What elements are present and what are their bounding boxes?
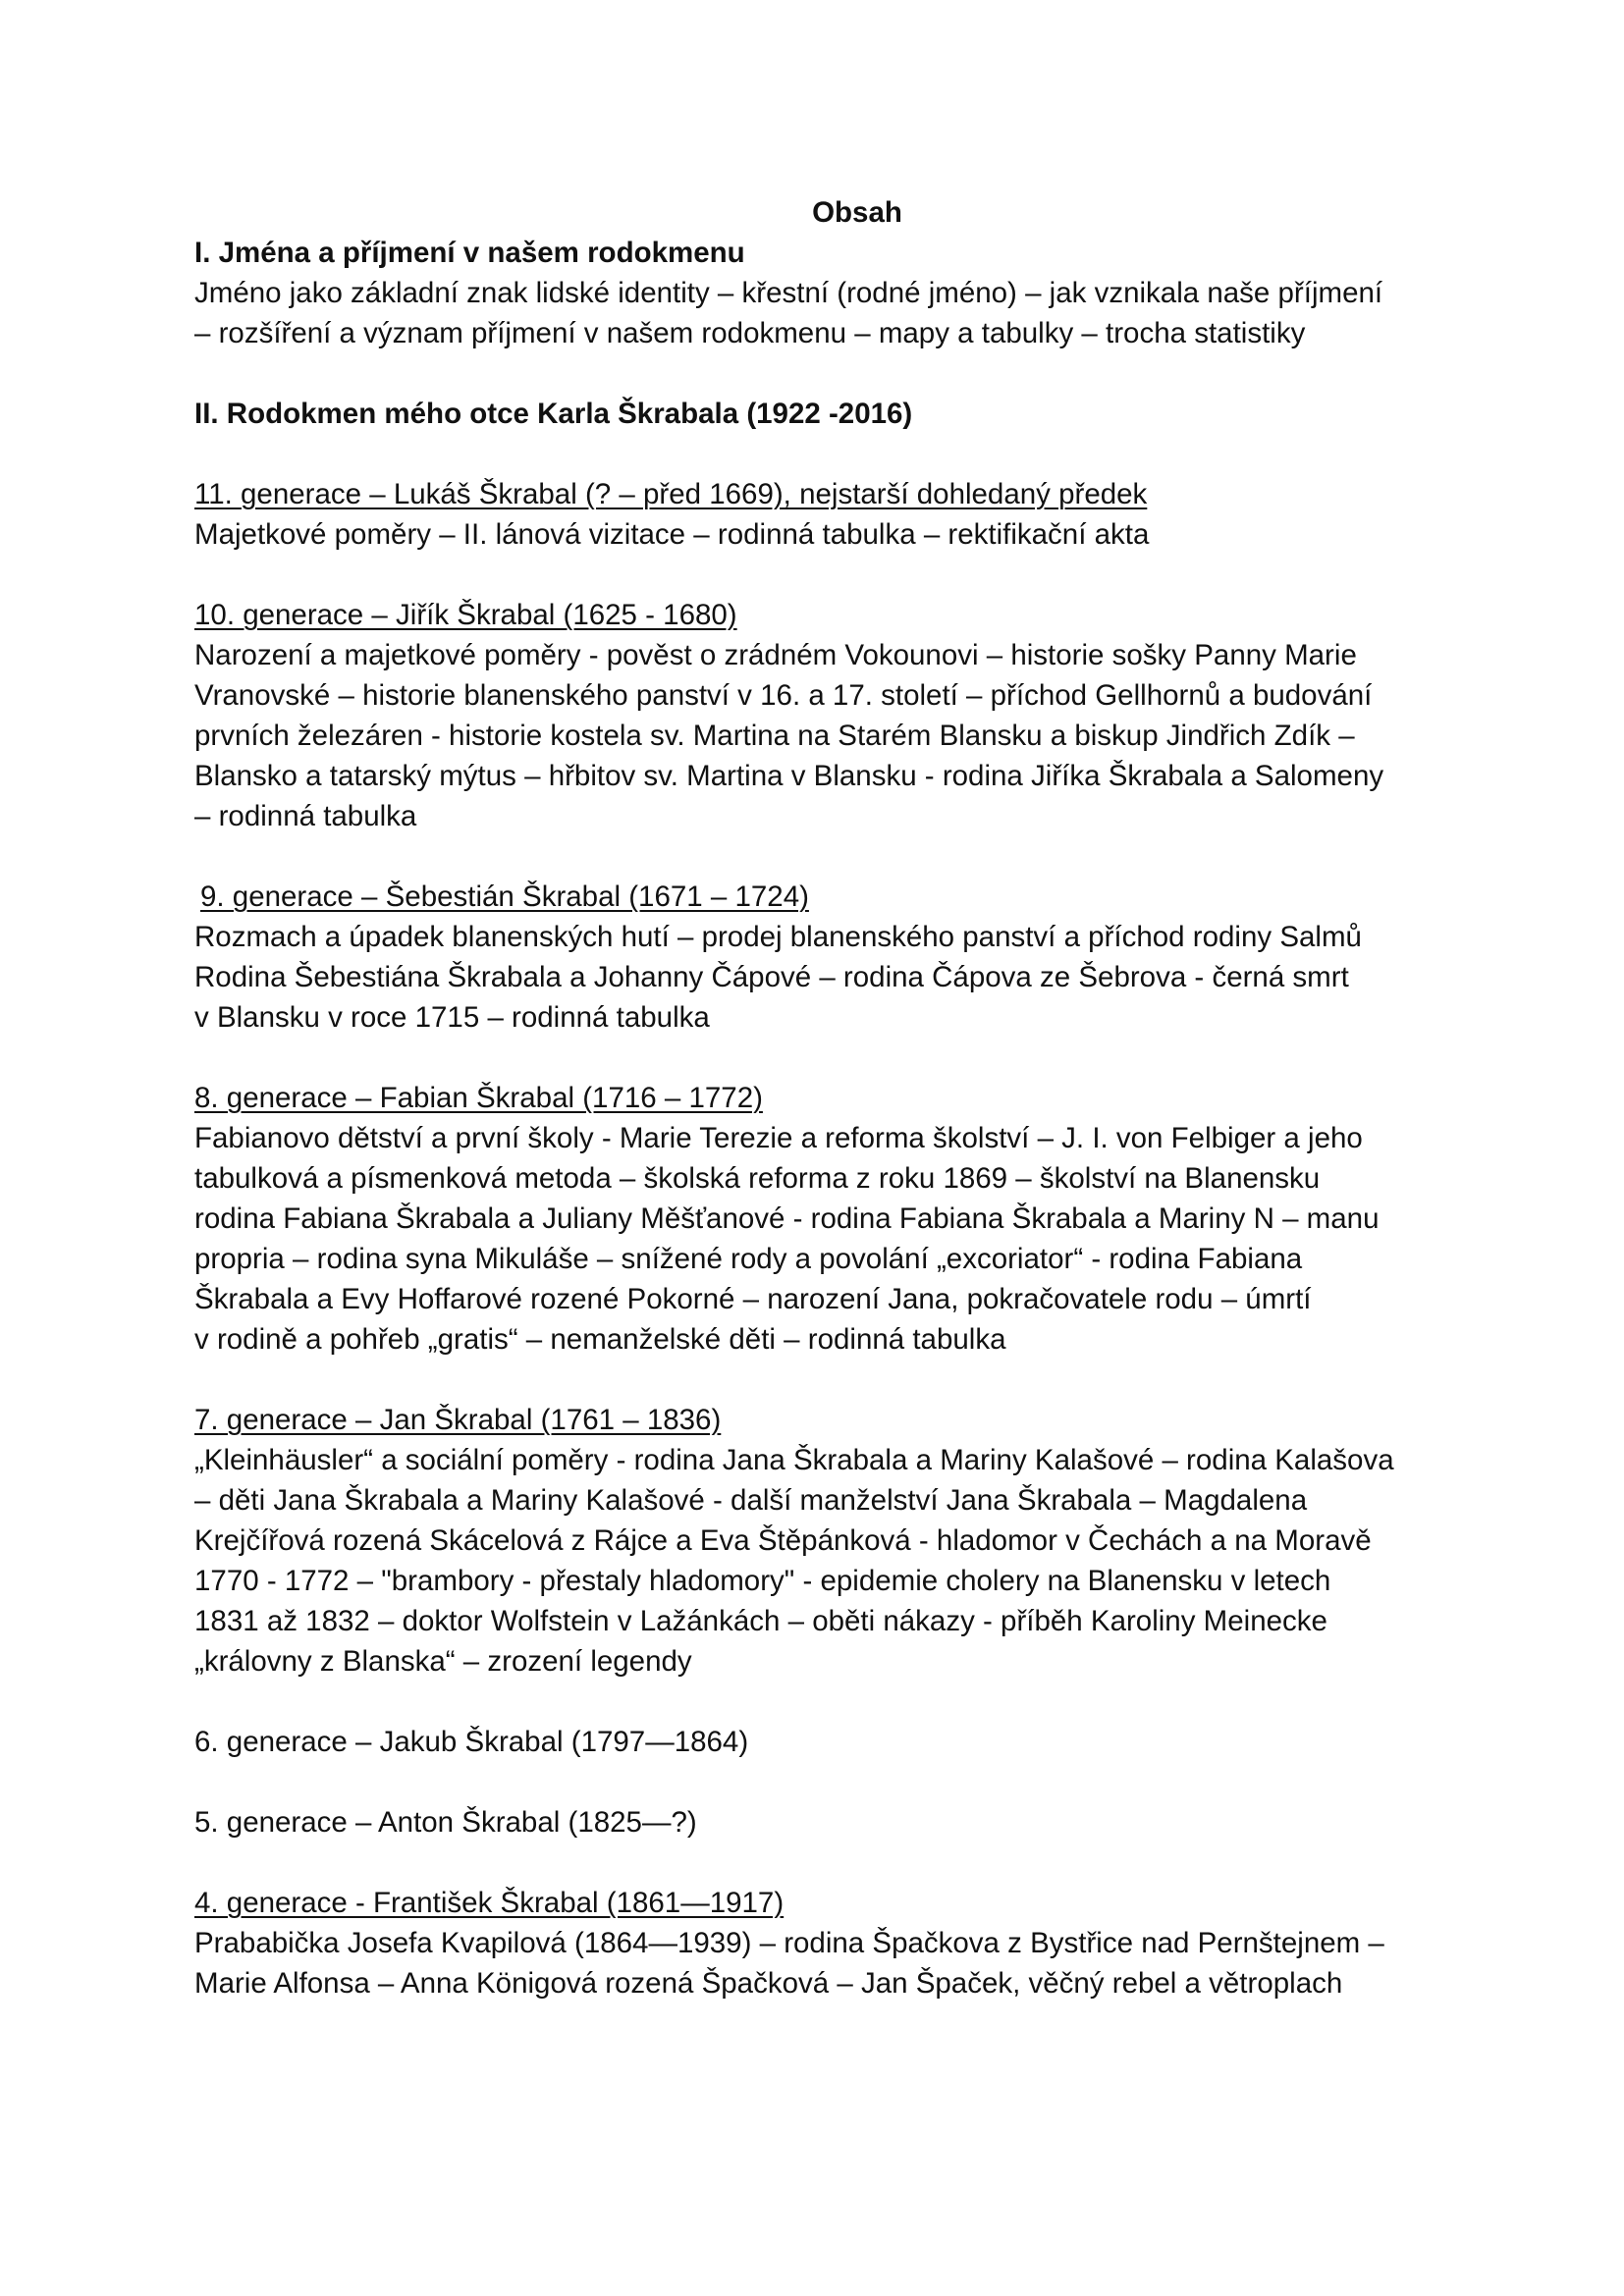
generation-8-line: Škrabala a Evy Hoffarové rozené Pokorné – narození Jana, pokračovatele rodu – úmrtí — [194, 1283, 1312, 1315]
generation-9-title: 9. generace – Šebestián Škrabal (1671 – 1724) — [200, 881, 809, 913]
generation-9-line: v Blansku v roce 1715 – rodinná tabulka — [194, 1001, 710, 1034]
part1-line: – rozšíření a význam příjmení v našem rodokmenu – mapy a tabulky – trocha statistiky — [194, 317, 1306, 349]
generation-9-line: Rozmach a úpadek blanenských hutí – prodej blanenského panství a příchod rodiny Salmů — [194, 921, 1362, 953]
spacer — [194, 1842, 1441, 1883]
generation-7-line: „královny z Blanska“ – zrození legendy — [194, 1645, 692, 1678]
generation-8-line: v rodině a pohřeb „gratis“ – nemanželské děti – rodinná tabulka — [194, 1323, 1006, 1356]
generation-8-title: 8. generace – Fabian Škrabal (1716 – 1772) — [194, 1082, 763, 1114]
generation-9-line: Rodina Šebestiána Škrabala a Johanny Čápové – rodina Čápova ze Šebrova - černá smrt — [194, 961, 1349, 993]
generation-10-title: 10. generace – Jiřík Škrabal (1625 - 1680) — [194, 599, 737, 631]
spacer — [194, 1682, 1441, 1722]
part1-line: Jméno jako základní znak lidské identity – křestní (rodné jméno) – jak vznikala naše příjmení — [194, 277, 1383, 309]
generation-11-line: Majetkové poměry – II. lánová vizitace – rodinná tabulka – rektifikační akta — [194, 518, 1150, 551]
generation-6-title: 6. generace – Jakub Škrabal (1797—1864) — [194, 1726, 749, 1758]
generation-7-title: 7. generace – Jan Škrabal (1761 – 1836) — [194, 1404, 722, 1436]
generation-7-line: Krejčířová rozená Skácelová z Rájce a Eva Štěpánková - hladomor v Čechách a na Moravě — [194, 1524, 1372, 1557]
spacer — [194, 1762, 1441, 1802]
generation-10-line: Narození a majetkové poměry - pověst o zrádném Vokounovi – historie sošky Panny Marie — [194, 639, 1357, 671]
spacer — [194, 1360, 1441, 1400]
spacer — [194, 1038, 1441, 1078]
generation-7-line: 1770 - 1772 – "brambory - přestaly hladomory" - epidemie cholery na Blanensku v letech — [194, 1565, 1331, 1597]
generation-4-title: 4. generace - František Škrabal (1861—1917) — [194, 1887, 785, 1919]
generation-8-line: rodina Fabiana Škrabala a Juliany Měšťanové - rodina Fabiana Škrabala a Mariny N – manu — [194, 1202, 1380, 1235]
part2-heading: II. Rodokmen mého otce Karla Škrabala (1922 -2016) — [194, 398, 913, 430]
generation-8-line: Fabianovo dětství a první školy - Marie Terezie a reforma školství – J. I. von Felbiger a jeho — [194, 1122, 1363, 1154]
generation-4-line: Prababička Josefa Kvapilová (1864—1939) – rodina Špačkova z Bystřice nad Pernštejnem – — [194, 1927, 1384, 1959]
generation-10-line: Vranovské – historie blanenského panství v 16. a 17. století – příchod Gellhornů a budování — [194, 679, 1373, 712]
part1-heading: I. Jména a příjmení v našem rodokmenu — [194, 237, 745, 269]
generation-8-line: tabulková a písmenková metoda – školská reforma z roku 1869 – školství na Blanensku — [194, 1162, 1321, 1195]
document-page — [194, 192, 1441, 2003]
page-title: Obsah — [812, 196, 902, 229]
generation-5-title: 5. generace – Anton Škrabal (1825—?) — [194, 1806, 697, 1839]
spacer — [194, 555, 1441, 595]
generation-7-line: „Kleinhäusler“ a sociální poměry - rodina Jana Škrabala a Mariny Kalašové – rodina Kalašova — [194, 1444, 1394, 1476]
spacer — [194, 836, 1441, 877]
generation-7-line: – děti Jana Škrabala a Mariny Kalašové - další manželství Jana Škrabala – Magdalena — [194, 1484, 1308, 1517]
generation-10-line: Blansko a tatarský mýtus – hřbitov sv. Martina v Blansku - rodina Jiříka Škrabala a Salomeny — [194, 760, 1384, 792]
generation-10-line: – rodinná tabulka — [194, 800, 417, 832]
generation-10-line: prvních železáren - historie kostela sv. Martina na Starém Blansku a biskup Jindřich Zdík – — [194, 720, 1355, 752]
spacer — [194, 353, 1441, 394]
generation-7-line: 1831 až 1832 – doktor Wolfstein v Lažánkách – oběti nákazy - příběh Karoliny Meinecke — [194, 1605, 1327, 1637]
generation-11-title: 11. generace – Lukáš Škrabal (? – před 1669), nejstarší dohledaný předek — [194, 478, 1148, 510]
spacer — [194, 434, 1441, 474]
generation-4-line: Marie Alfonsa – Anna Königová rozená Špačková – Jan Špaček, věčný rebel a větroplach — [194, 1967, 1343, 2000]
generation-8-line: propria – rodina syna Mikuláše – snížené rody a povolání „excoriator“ - rodina Fabiana — [194, 1243, 1303, 1275]
